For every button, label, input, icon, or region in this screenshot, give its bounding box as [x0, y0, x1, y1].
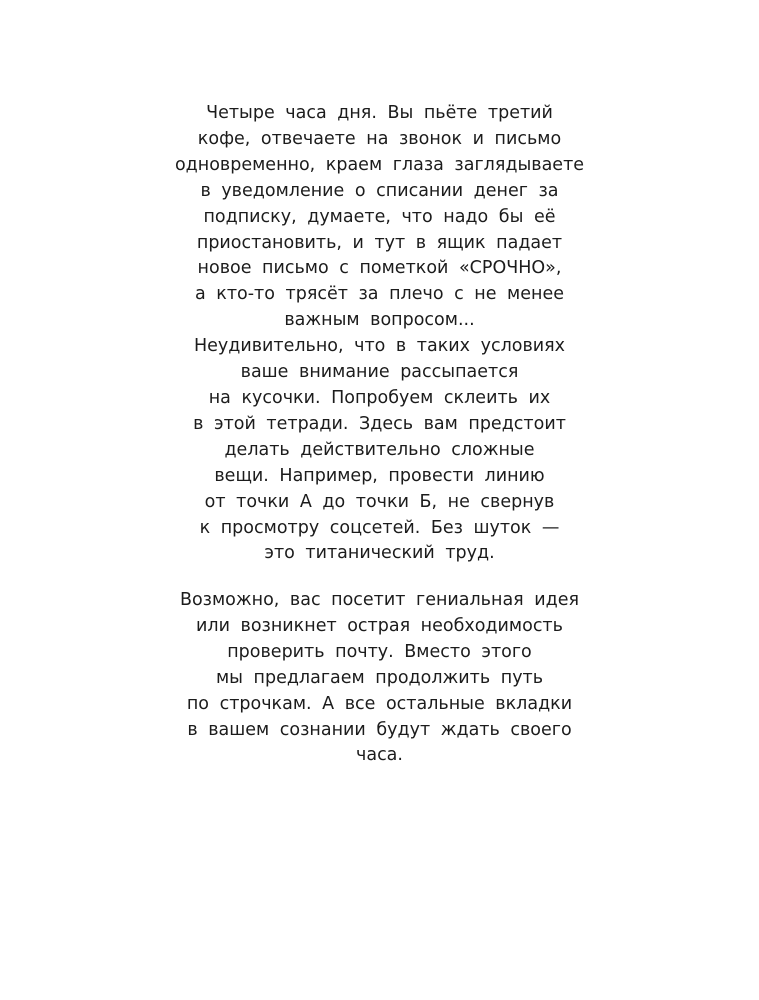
text-line: часа. [356, 745, 403, 766]
text-line: Возможно, вас посетит гениальная идея [179, 590, 580, 610]
text-line: важным вопросом... [284, 310, 475, 331]
text-line: мы предлагаем продолжить путь [215, 667, 544, 688]
text-line: приостановить, и тут в ящик падает [196, 232, 563, 253]
text-line: в этой тетради. Здесь вам предстоит [193, 413, 566, 434]
text-line: вещи. Например, провести линию [214, 465, 545, 486]
text-line: или возникнет острая необходимость [196, 615, 563, 636]
text-line: Четыре часа дня. Вы пьёте третий [206, 103, 553, 123]
intro-paragraph [0, 101, 759, 567]
text-line: кофе, отвечаете на звонок и письмо [197, 128, 562, 149]
text-line: проверить почту. Вместо этого [227, 641, 532, 662]
text-line: в уведомление о списании денег за [200, 180, 559, 201]
text-line: в вашем сознании будут ждать своего [187, 719, 572, 740]
text-line: а кто-то трясёт за плечо с не менее [194, 284, 564, 305]
text-line: делать действительно сложные [224, 439, 535, 460]
text-line: на кусочки. Попробуем склеить их [208, 387, 551, 408]
text-line: новое письмо с пометкой «СРОЧНО», [197, 258, 562, 279]
closing-paragraph [0, 588, 759, 769]
text-line: это титанический труд. [264, 543, 495, 564]
text-line: подписку, думаете, что надо бы её [203, 206, 556, 227]
text-line: одновременно, краем глаза заглядываете [174, 154, 585, 175]
text-line: ваше внимание рассыпается [240, 362, 519, 383]
text-line: Неудивительно, что в таких условиях [193, 336, 566, 357]
text-line: от точки А до точки Б, не свернув [204, 491, 555, 512]
text-line: к просмотру соцсетей. Без шуток — [199, 517, 560, 538]
text-line: по строчкам. А все остальные вкладки [186, 693, 573, 714]
